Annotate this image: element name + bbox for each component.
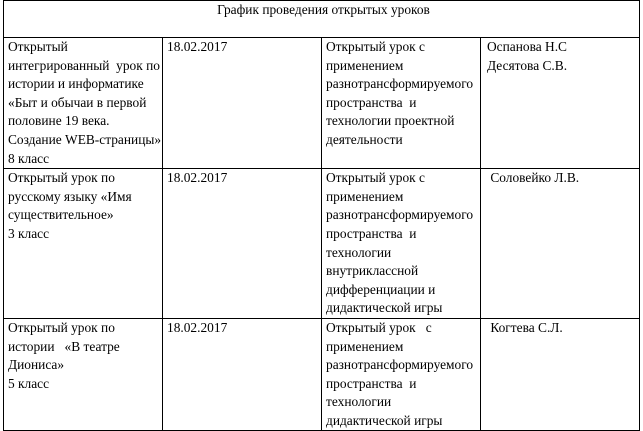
cell-text-line: пространства и: [326, 94, 417, 110]
lesson-date: 18.02.2017: [167, 39, 228, 54]
cell-text-line: 3 класс: [8, 225, 50, 241]
cell-text-line: дидактической игры: [326, 412, 443, 428]
cell-text-line: Открытый: [8, 39, 68, 54]
teacher-cell: [481, 318, 640, 431]
lesson-type-cell: [322, 318, 481, 431]
cell-text-line: Создание WEB-страницы»: [8, 131, 162, 147]
cell-text-line: технологии: [326, 394, 392, 410]
teacher-name: Оспанова Н.С: [487, 39, 567, 54]
teacher-cell: [481, 38, 640, 169]
cell-text-line: разнотрансформируемого: [326, 76, 474, 92]
teacher-name: Соловейко Л.В.: [487, 170, 580, 186]
cell-text-line: русскому языку «Имя: [8, 188, 132, 204]
table-row: [4, 38, 640, 169]
date-cell: [163, 318, 322, 431]
cell-text-line: технологии проектной: [326, 113, 455, 129]
lesson-cell: [4, 169, 163, 319]
lesson-date: 18.02.2017: [167, 170, 228, 186]
cell-text-line: Открытый урок по: [8, 319, 115, 335]
cell-text-line: половине 19 века.: [8, 113, 110, 129]
cell-text-line: Диониса»: [8, 357, 65, 373]
lessons-schedule-table: [3, 0, 640, 431]
cell-text-line: существительное»: [8, 207, 114, 223]
table-row: [4, 169, 640, 319]
table-title: График проведения открытых уроков: [4, 1, 640, 38]
cell-text-line: применением: [326, 188, 404, 204]
cell-text-line: технологии: [326, 244, 392, 260]
cell-text-line: 8 класс: [8, 150, 50, 166]
teacher-name: Когтева С.Л.: [487, 319, 563, 335]
cell-text-line: дифференциации и: [326, 281, 436, 297]
cell-text-line: «Быт и обычаи в первой: [8, 94, 147, 110]
lesson-type-cell: [322, 169, 481, 319]
cell-text-line: Открытый урок с: [326, 39, 425, 54]
lesson-cell: [4, 38, 163, 169]
cell-text-line: пространства и: [326, 225, 417, 241]
lesson-type-cell: [322, 38, 481, 169]
cell-text-line: разнотрансформируемого: [326, 357, 474, 373]
cell-text-line: истории «В театре: [8, 338, 120, 354]
teacher-cell: [481, 169, 640, 319]
cell-text-line: разнотрансформируемого: [326, 207, 474, 223]
cell-text-line: применением: [326, 57, 404, 73]
cell-text-line: истории и информатике: [8, 76, 144, 92]
cell-text-line: Открытый урок с: [326, 170, 425, 186]
table-row: [4, 318, 640, 431]
lesson-date: 18.02.2017: [167, 319, 228, 335]
cell-text-line: пространства и: [326, 375, 417, 391]
cell-text-line: 5 класс: [8, 375, 50, 391]
cell-text-line: применением: [326, 338, 404, 354]
date-cell: [163, 38, 322, 169]
date-cell: [163, 169, 322, 319]
cell-text-line: интегрированный урок по: [8, 57, 160, 73]
title-row: [4, 1, 640, 38]
cell-text-line: Открытый урок с: [326, 319, 432, 335]
cell-text-line: внутриклассной: [326, 263, 419, 279]
teacher-name: Десятова С.В.: [487, 57, 568, 73]
cell-text-line: деятельности: [326, 131, 403, 147]
document-page: [3, 0, 640, 427]
cell-text-line: Открытый урок по: [8, 170, 115, 186]
lesson-cell: [4, 318, 163, 431]
cell-text-line: дидактической игры: [326, 300, 443, 316]
